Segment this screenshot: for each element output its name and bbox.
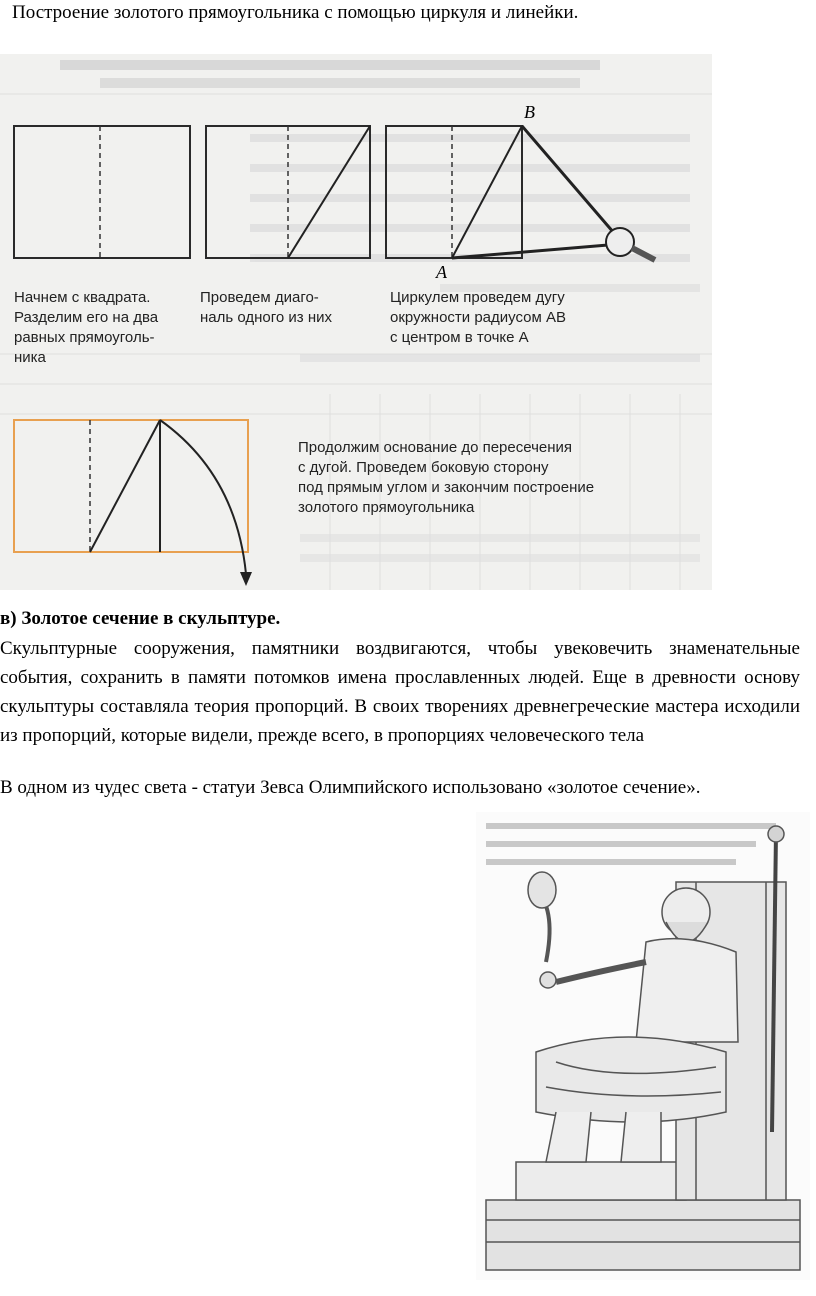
zeus-statue-illustration <box>476 812 810 1280</box>
paragraph-sculpture: Скульптурные сооружения, памятники воздвигаются, чтобы увековечить знаменательные события, сохранить в памяти потомков имена прославленных людей. Еще в древности основу скульптуры составляла теория пропорций. В своих творениях древнегреческие мастера исходили из пропорций, которые видели, прежде всего, в пропорциях человеческого тела <box>0 638 800 746</box>
step2-caption: Проведем диаго- наль одного из них <box>200 289 332 326</box>
section-heading: в) Золотое сечение в скульптуре. <box>0 608 281 629</box>
point-b-label: B <box>524 102 535 122</box>
point-a-label: A <box>436 262 447 282</box>
golden-rectangle-construction-figure <box>0 54 712 590</box>
step4-caption: Продолжим основание до пересечения с дугой. Проведем боковую сторону под прямым углом и закончим построение золотого прямоугольника <box>298 439 595 516</box>
step1-caption: Начнем с квадрата. Разделим его на два равных прямоуголь- ника <box>14 289 159 366</box>
step3-caption: Циркулем проведем дугу окружности радиусом AB с центром в точке A <box>390 289 566 346</box>
page-title: Построение золотого прямоугольника с помощью циркуля и линейки. <box>12 2 579 23</box>
paragraph-zeus: В одном из чудес света - статуи Зевса Олимпийского использовано «золотое сечение». <box>0 777 701 798</box>
